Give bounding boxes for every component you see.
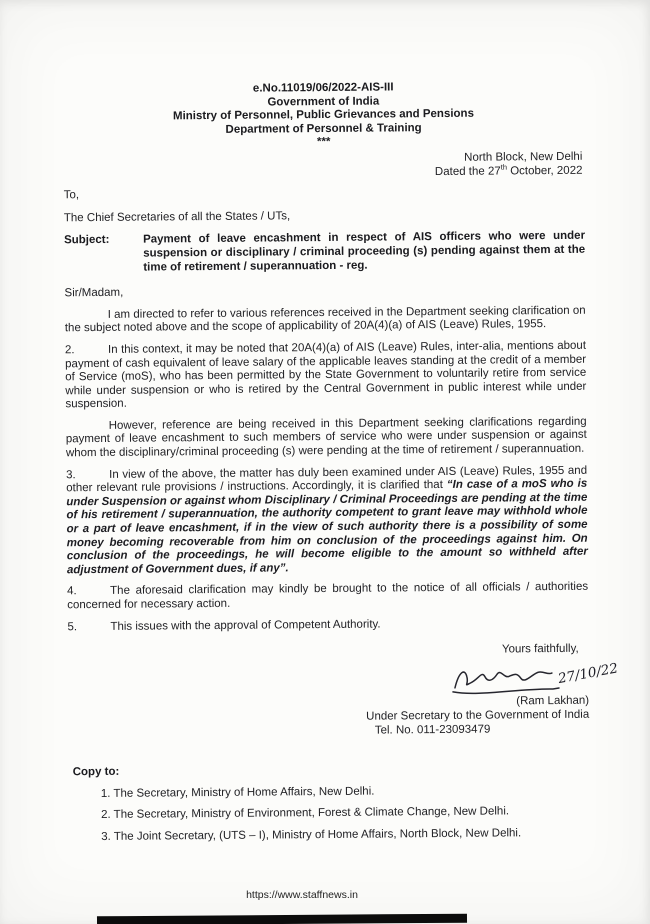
copy-to-item-3: 3. The Joint Secretary, (UTS – I), Ministry of Home Affairs, North Block, New Delhi. xyxy=(101,827,522,843)
org-line-3: Department of Personnel & Training xyxy=(225,121,422,136)
para-3-number: 3. xyxy=(66,468,76,481)
subject-text: Payment of leave encashment in respect of AIS officers who were under suspension or disciplinary / criminal proceeding (s) pending against them at the time of retirement / superannuation - reg. xyxy=(143,230,586,274)
para-3 xyxy=(66,464,588,577)
para-2 xyxy=(65,340,587,413)
place-line: North Block, New Delhi xyxy=(464,150,583,164)
signer-title: Under Secretary to the Government of India xyxy=(366,708,590,723)
org-line-2: Ministry of Personnel, Public Grievances and Pensions xyxy=(172,107,475,123)
para-2b: However, reference are being received in this Department seeking clarifications regarding payment of leave encashment to such members of service who were under suspension or against whom the disciplinary/criminal proceeding (s) were pending at the time of retirement / superannuation. xyxy=(65,415,587,460)
file-number: e.No.11019/06/2022-AIS-III xyxy=(252,81,394,95)
para-3-text: In view of the above, the matter has duly been examined under AIS (Leave) Rules, 1955 and other relevant rule provisions / instructions. Accordingly, it is clarified that xyxy=(66,464,588,495)
subject-label: Subject: xyxy=(64,234,110,247)
signature-block xyxy=(68,660,620,740)
para-4 xyxy=(67,581,588,613)
place-date-block xyxy=(63,151,582,183)
para-5-number: 5. xyxy=(67,620,78,633)
para-4-number: 4. xyxy=(67,585,77,598)
signature xyxy=(449,660,620,698)
signature-scribble-icon xyxy=(449,663,561,696)
date-text-prefix: Dated the 27 xyxy=(434,165,501,178)
signer-telephone: Tel. No. 011-23093479 xyxy=(374,723,491,737)
para-1: I am directed to refer to various references received in the Department seeking clarification on the subject noted above and the scope of applicability of 20A(4)(a) of AIS (Leave) Rules, 1955. xyxy=(64,304,586,335)
copy-to-item-1: 1. The Secretary, Ministry of Home Affairs, New Delhi. xyxy=(100,785,375,800)
date-ordinal: th xyxy=(500,162,508,172)
signer-name: (Ram Lakhan) xyxy=(516,695,590,708)
to-label: To, xyxy=(63,189,80,202)
date-text-suffix: October, 2022 xyxy=(506,164,583,177)
salutation: Sir/Madam, xyxy=(64,286,124,300)
quoted-clarification: “In case of a moS who is under Suspension or against whom Disciplinary / Criminal Proceedings are pending at the time of his retirement / superannuation, the authority competent to grant leave may withhold whole or a part of leave encashment, if in the view of such authority there is a possibility of some money becoming recoverable from him on conclusion of the proceedings against him. On conclusion of the proceedings, he will become eligible to the amount so withheld after adjustment of Government dues, if any”. xyxy=(66,477,588,577)
org-line-1: Government of India xyxy=(267,95,380,109)
separator-stars: *** xyxy=(316,136,331,149)
para-5-text: This issues with the approval of Competent Authority. xyxy=(110,618,381,633)
scan-artifact-bar xyxy=(97,914,467,924)
handwritten-date: 27/10/22 xyxy=(557,660,620,687)
para-2-text: In this context, it may be noted that 20A(4)(a) of AIS (Leave) Rules, inter-alia, mentions about payment of cash equivalent of leave salary of the applicable leaves standing at the credit of a member of Service (moS), who has been permitted by the State Government to voluntarily retire from service while under suspension or who is retired by the Central Government in public interest while under suspension. xyxy=(65,339,587,411)
copy-to-label: Copy to: xyxy=(72,765,120,779)
copy-to-item-2: 2. The Secretary, Ministry of Environment, Forest & Climate Change, New Delhi. xyxy=(101,805,510,822)
recipient-line: The Chief Secretaries of all the States / UTs, xyxy=(63,210,291,225)
para-4-text: The aforesaid clarification may kindly be brought to the notice of all officials / authorities concerned for necessary action. xyxy=(67,581,589,612)
subject-block xyxy=(64,230,585,275)
copy-to-block xyxy=(69,762,591,845)
closing-line: Yours faithfully, xyxy=(501,642,579,656)
para-5 xyxy=(67,616,588,634)
watermark-url[interactable]: https://www.staffnews.in xyxy=(246,889,358,901)
para-2-number: 2. xyxy=(64,344,75,357)
letter-head xyxy=(63,80,585,153)
